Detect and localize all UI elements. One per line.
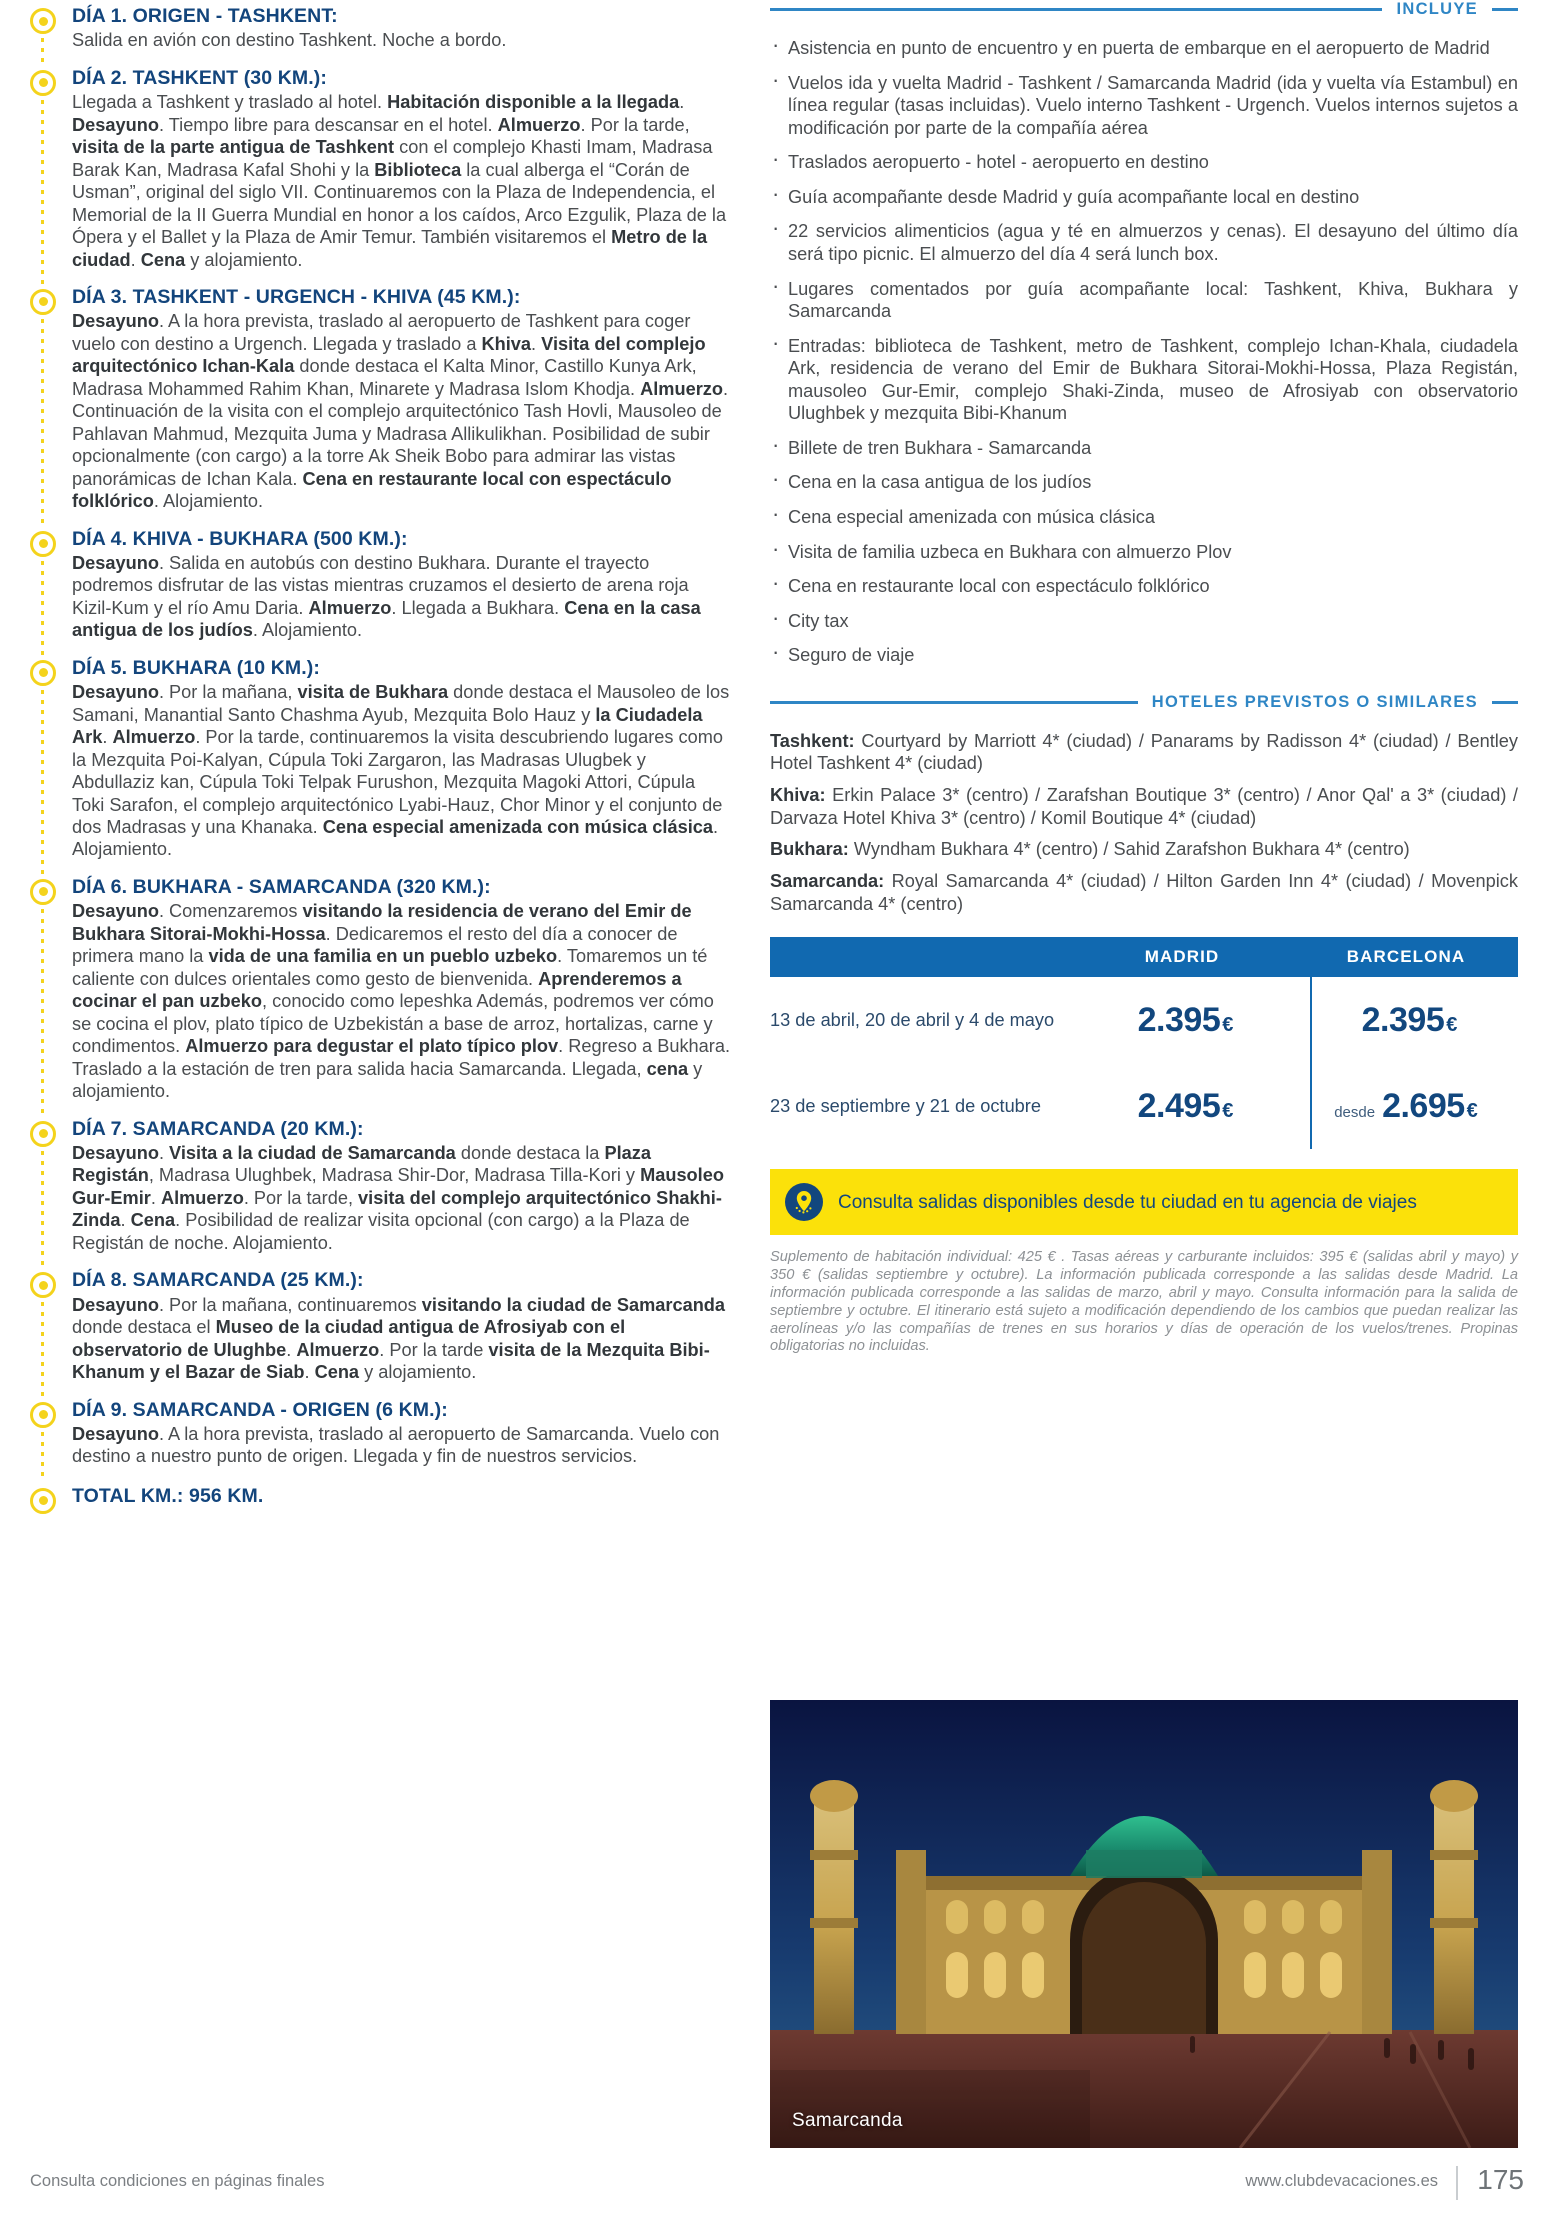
footer-website[interactable]: www.clubdevacaciones.es xyxy=(1245,2172,1438,2190)
price-table-header xyxy=(770,937,1518,977)
include-item: · Cena especial amenizada con música clásica xyxy=(770,506,1518,529)
include-item: · Guía acompañante desde Madrid y guía acompañante local en destino xyxy=(770,186,1518,209)
itinerary-day xyxy=(30,4,730,52)
includes-heading: INCLUYE xyxy=(1396,0,1478,18)
day-body: Desayuno. Comenzaremos visitando la residencia de verano del Emir de Bukhara Sitorai-Mokhi-Hossa. Dedicaremos el resto del día a conocer de primera mano la vida de una familia en un pueblo uzbeko. Tomaremos un té caliente con dulces orientales como gesto de bienvenida. Aprenderemos a cocinar el pan uzbeko, conocido como lepeshka Además, podremos ver cómo se cocina el plov, plato típico de Uzbekistán a base de arroz, hortalizas, carne y condimentos. Almuerzo para degustar el plato típico plov. Regreso a Bukhara. Traslado a la estación de tren para salida hacia Samarcanda. Llegada, cena y alojamiento. xyxy=(72,901,731,1102)
timeline-rail xyxy=(41,1151,44,1269)
timeline-rail xyxy=(41,690,44,875)
day-body: Desayuno. Salida en autobús con destino Bukhara. Durante el trayecto podremos disfrutar de las vistas mientras cruzamos el desierto de arena roja Kizil-Kum y el río Amu Daria. Almuerzo. Llegada a Bukhara. Cena en la casa antigua de los judíos. Alojamiento. xyxy=(72,552,701,641)
day-marker-icon xyxy=(30,879,56,905)
rule-left xyxy=(770,8,1382,11)
include-item: · City tax xyxy=(770,610,1518,633)
price-header-dates xyxy=(770,937,1070,977)
includes-list xyxy=(770,37,1518,667)
day-body: Llegada a Tashkent y traslado al hotel. Habitación disponible a la llegada. Desayuno. Tiempo libre para descansar en el hotel. Almuerzo. Por la tarde, visita de la parte antigua de Tashkent con el complejo Khasti Imam, Madrasa Barak Kan, Madrasa Kafal Shohi y la Biblioteca la cual alberga el “Corán de Usman”, original del siglo VII. Continuaremos con la Plaza de Independencia, el Memorial de la II Guerra Mundial en honor a los caídos, Arco Ezgulik, Plaza de la Ópera y el Ballet y la Plaza de Amir Temur. También visitaremos el Metro de la ciudad. Cena y alojamiento. xyxy=(72,92,727,270)
timeline-rail xyxy=(41,561,44,656)
location-pin-icon xyxy=(784,1182,824,1222)
day-marker-icon xyxy=(30,289,56,315)
day-title: DÍA 4. KHIVA - BUKHARA (500 KM.): xyxy=(72,527,408,550)
timeline-rail xyxy=(41,1302,44,1397)
day-title: DÍA 5. BUKHARA (10 KM.): xyxy=(72,656,320,679)
price-amount: 2.395 xyxy=(1137,1000,1221,1039)
hotel-city: Khiva: xyxy=(770,785,826,806)
itinerary-day xyxy=(30,1117,730,1255)
include-item: · 22 servicios alimenticios (agua y té en almuerzos y cenas). El desayuno del último día será tipo picnic. El almuerzo del día 4 será lunch box. xyxy=(770,220,1518,265)
day-body: Desayuno. A la hora prevista, traslado al aeropuerto de Tashkent para coger vuelo con destino a Urgench. Llegada y traslado a Khiva. Visita del complejo arquitectónico Ichan-Kala donde destaca el Kalta Minor, Castillo Kunya Ark, Madrasa Mohammed Rahim Khan, Minarete y Madrasa Islom Khodja. Almuerzo. Continuación de la visita con el complejo arquitectónico Tash Hovli, Mausoleo de Pahlavan Mahmud, Mezquita Juma y Madrasa Allikulikhan. Posibilidad de subir opcionalmente (con cargo) a la torre Ak Sheik Bobo para admirar las vistas panorámicas de Ichan Kala. Cena en restaurante local con espectáculo folklórico. Alojamiento. xyxy=(72,311,729,512)
itinerary-day xyxy=(30,66,730,271)
day-marker-icon xyxy=(30,531,56,557)
itinerary-day xyxy=(30,656,730,861)
itinerary-day xyxy=(30,285,730,513)
price-barcelona xyxy=(1294,1001,1518,1040)
currency-symbol: € xyxy=(1446,1013,1458,1036)
page-footer xyxy=(0,2160,1550,2215)
includes-header xyxy=(770,0,1518,19)
day-body: Salida en avión con destino Tashkent. Noche a bordo. xyxy=(72,30,507,51)
hotel-line xyxy=(770,730,1518,775)
hotel-names: Erkin Palace 3* (centro) / Zarafshan Boutique 3* (centro) / Anor Qal' a 3* (ciudad) / Darvaza Hotel Khiva 3* (centro) / Komil Boutique 4* (ciudad) xyxy=(770,785,1518,828)
price-header-barcelona: BARCELONA xyxy=(1346,947,1466,967)
price-amount: 2.495 xyxy=(1137,1086,1221,1125)
include-item: · Lugares comentados por guía acompañante local: Tashkent, Khiva, Bukhara y Samarcanda xyxy=(770,278,1518,323)
day-title: DÍA 8. SAMARCANDA (25 KM.): xyxy=(72,1269,364,1292)
footer-conditions: Consulta condiciones en páginas finales xyxy=(30,2172,325,2190)
price-row xyxy=(770,977,1518,1063)
day-marker-icon xyxy=(30,8,56,34)
banner-text: Consulta salidas disponibles desde tu ciudad en tu agencia de viajes xyxy=(838,1191,1417,1213)
timeline-rail xyxy=(41,100,44,285)
day-marker-icon xyxy=(30,1402,56,1428)
rule-right xyxy=(1492,701,1518,704)
itinerary-day xyxy=(30,875,730,1103)
currency-symbol: € xyxy=(1466,1099,1478,1122)
include-item: · Vuelos ida y vuelta Madrid - Tashkent / Samarcanda Madrid (ida y vuelta vía Estambul) en línea regular (tasas incluidas). Vuelo interno Tashkent - Urgench. Vuelos internos sujetos a modificación por parte de la compañía aérea xyxy=(770,72,1518,140)
day-marker-icon xyxy=(30,1121,56,1147)
include-item: · Asistencia en punto de encuentro y en puerta de embarque en el aeropuerto de Madrid xyxy=(770,37,1518,60)
day-title: DÍA 3. TASHKENT - URGENCH - KHIVA (45 KM.): xyxy=(72,285,521,308)
hotel-names: Courtyard by Marriott 4* (ciudad) / Panarams by Radisson 4* (ciudad) / Bentley Hotel Tashkent 4* (ciudad) xyxy=(770,730,1518,774)
hotel-line xyxy=(770,870,1518,915)
day-marker-icon xyxy=(30,70,56,96)
include-item: · Billete de tren Bukhara - Samarcanda xyxy=(770,437,1518,460)
page-number: 175 xyxy=(1477,2164,1524,2195)
hotels-header xyxy=(770,693,1518,712)
price-row-dates: 13 de abril, 20 de abril y 4 de mayo xyxy=(770,1009,1055,1030)
itinerary-day xyxy=(30,1268,730,1383)
include-item: · Visita de familia uzbeca en Bukhara con almuerzo Plov xyxy=(770,541,1518,564)
rule-right xyxy=(1492,8,1518,11)
hotel-city: Samarcanda: xyxy=(770,871,885,892)
day-marker-icon xyxy=(30,1272,56,1298)
departures-banner xyxy=(770,1169,1518,1235)
include-item: · Traslados aeropuerto - hotel - aeropuerto en destino xyxy=(770,151,1518,174)
price-prefix: desde xyxy=(1334,1103,1376,1121)
price-table xyxy=(770,937,1518,1149)
price-barcelona xyxy=(1294,1087,1518,1126)
day-title: DÍA 6. BUKHARA - SAMARCANDA (320 KM.): xyxy=(72,875,491,898)
include-item: · Cena en la casa antigua de los judíos xyxy=(770,471,1518,494)
footer-divider xyxy=(1456,2166,1458,2200)
day-title: DÍA 2. TASHKENT (30 KM.): xyxy=(72,66,327,89)
rule-left xyxy=(770,701,1138,704)
day-body: Desayuno. Por la mañana, continuaremos visitando la ciudad de Samarcanda donde destaca el Museo de la ciudad antigua de Afrosiyab con el observatorio de Ulughbe. Almuerzo. Por la tarde visita de la Mezquita Bibi-Khanum y el Bazar de Siab. Cena y alojamiento. xyxy=(72,1294,726,1383)
day-body: Desayuno. Por la mañana, visita de Bukhara donde destaca el Mausoleo de los Samani, Manantial Santo Chashma Ayub, Mezquita Bolo Hauz y la Ciudadela Ark. Almuerzo. Por la tarde, continuaremos la visita descubriendo lugares como la Mezquita Poi-Kalyan, Cúpula Toki Zargaron, las Madrasas Ulugbek y Abdullaziz kan, Cúpula Toki Telpak Furushon, Mezquita Magoki Attori, Cúpula Toki Sarafon, el complejo arquitectónico Lyabi-Hauz, Chor Minor y el conjunto de dos Madrasas y una Khanaka. Cena especial amenizada con música clásica. Alojamiento. xyxy=(72,682,730,860)
price-amount: 2.395 xyxy=(1361,1000,1445,1039)
day-title: DÍA 7. SAMARCANDA (20 KM.): xyxy=(72,1117,364,1140)
hotel-line xyxy=(770,838,1518,861)
day-marker-icon xyxy=(30,660,56,686)
total-km-block xyxy=(30,1484,730,1508)
price-row xyxy=(770,1063,1518,1149)
currency-symbol: € xyxy=(1222,1013,1234,1036)
photo-caption: Samarcanda xyxy=(792,2110,903,2131)
hotel-city: Tashkent: xyxy=(770,730,855,751)
price-madrid xyxy=(1070,1001,1294,1040)
info-column xyxy=(770,0,1518,1356)
hotels-list xyxy=(770,730,1518,916)
itinerary-day xyxy=(30,1398,730,1468)
timeline-rail xyxy=(41,319,44,527)
hotel-line xyxy=(770,784,1518,829)
price-row-dates: 23 de septiembre y 21 de octubre xyxy=(770,1095,1041,1116)
total-km-label: TOTAL KM.: 956 KM. xyxy=(72,1484,264,1507)
timeline-rail xyxy=(41,38,44,66)
include-item: · Entradas: biblioteca de Tashkent, metro de Tashkent, complejo Ichan-Khala, ciudadela Ark, residencia de verano del Emir de Bukhara Sitorai-Mokhi-Hossa, Plaza Registán, mausoleo Gur-Emir, complejo Shaki-Zinda, museo de Afrosiyab con observatorio Ulughbek y mezquita Bibi-Khanum xyxy=(770,335,1518,425)
include-item: · Cena en restaurante local con espectáculo folklórico xyxy=(770,575,1518,598)
price-amount: 2.695 xyxy=(1382,1086,1465,1125)
hotel-names: Wyndham Bukhara 4* (centro) / Sahid Zarafshon Bukhara 4* (centro) xyxy=(848,839,1410,860)
hotels-heading: HOTELES PREVISTOS O SIMILARES xyxy=(1151,692,1478,711)
currency-symbol: € xyxy=(1222,1099,1234,1122)
timeline-rail xyxy=(41,909,44,1117)
timeline-rail xyxy=(41,1432,44,1482)
day-title: DÍA 1. ORIGEN - TASHKENT: xyxy=(72,5,338,27)
itinerary-day xyxy=(30,527,730,642)
price-header-madrid: MADRID xyxy=(1144,947,1220,967)
day-body: Desayuno. Visita a la ciudad de Samarcanda donde destaca la Plaza Registán, Madrasa Ulughbek, Madrasa Shir-Dor, Madrasa Tilla-Kori y Mausoleo Gur-Emir. Almuerzo. Por la tarde, visita del complejo arquitectónico Shakhi-Zinda. Cena. Posibilidad de realizar visita opcional (con cargo) a la Plaza de Registán de noche. Alojamiento. xyxy=(72,1142,724,1253)
day-marker-icon xyxy=(30,1488,56,1514)
destination-photo xyxy=(770,1700,1518,2148)
day-body: Desayuno. A la hora prevista, traslado al aeropuerto de Samarcanda. Vuelo con destino a nuestro punto de origen. Llegada y fin de nuestros servicios. xyxy=(72,1423,720,1467)
day-title: DÍA 9. SAMARCANDA - ORIGEN (6 KM.): xyxy=(72,1398,448,1421)
photo-illustration xyxy=(770,1700,1518,2148)
hotel-city: Bukhara: xyxy=(770,839,849,860)
itinerary-column xyxy=(30,4,730,1509)
price-madrid xyxy=(1070,1087,1294,1126)
hotel-names: Royal Samarcanda 4* (ciudad) / Hilton Garden Inn 4* (ciudad) / Movenpick Samarcanda 4* (centro) xyxy=(770,871,1518,914)
price-table-body xyxy=(770,977,1518,1149)
footnote-text: Suplemento de habitación individual: 425 € . Tasas aéreas y carburante incluidos: 395 € (salidas abril y mayo) y 350 € (salidas septiembre y octubre). La información publicada corresponde a las salidas desde Madrid. La información publicada corresponde a las salidas de marzo, abril y mayo. Consulta información para la salida de septiembre y octubre. El itinerario está sujeto a modificación dependiendo de los cambios que puedan realizar las aerolíneas y/o las compañías de trenes en sus horarios y días de operación de los vuelos/trenes. Propinas obligatorias no incluidas. xyxy=(770,1249,1518,1355)
include-item: · Seguro de viaje xyxy=(770,644,1518,667)
